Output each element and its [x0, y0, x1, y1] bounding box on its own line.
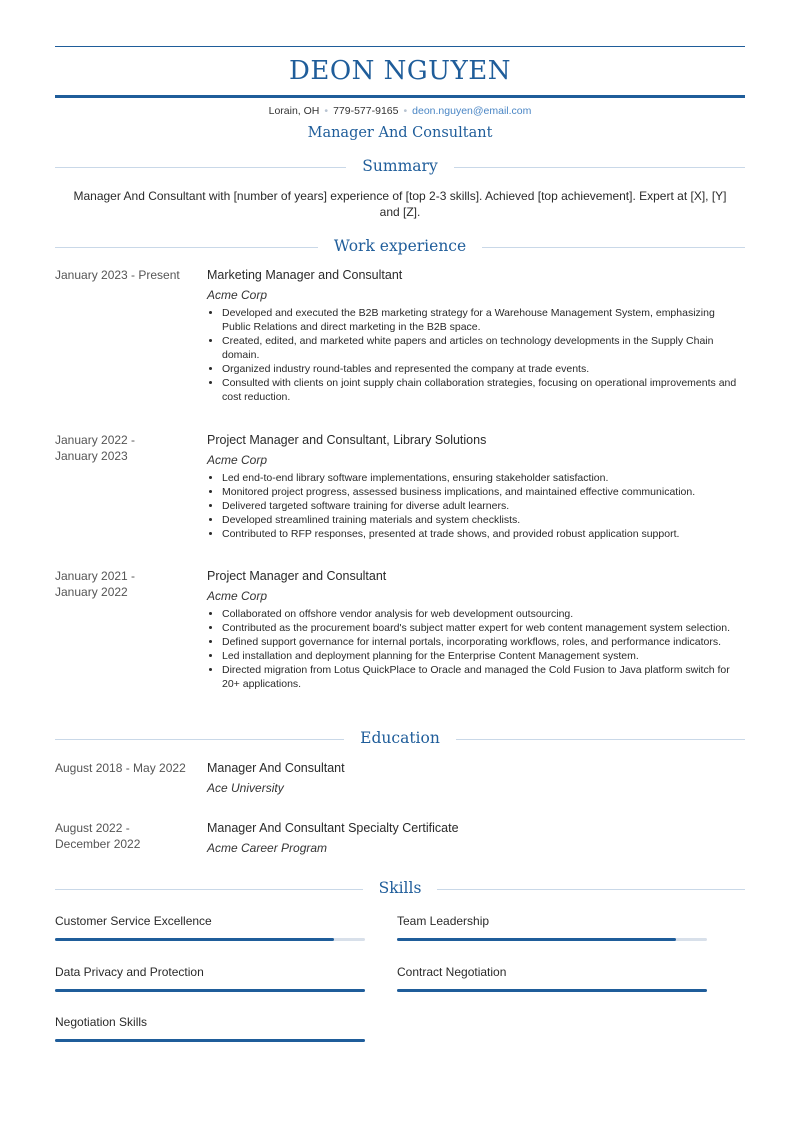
work-section-header	[55, 237, 745, 257]
skill-name: Data Privacy and Protection	[55, 965, 204, 979]
skill-item	[55, 964, 365, 980]
separator-dot: •	[403, 105, 408, 117]
skill-level-fill	[397, 989, 707, 992]
bullet-item: • Created, edited, and marketed white papers and articles on technology developments in the Supply Chain domain.	[222, 334, 745, 362]
skill-name: Team Leadership	[397, 914, 490, 928]
skill-item	[397, 913, 707, 929]
bullet-item: • Collaborated on offshore vendor analysis for web development outsourcing.	[222, 607, 745, 621]
skill-level-track	[397, 989, 707, 992]
bullet-item: • Organized industry round-tables and represented the company at trade events.	[222, 362, 745, 376]
entry-organization: Acme Corp	[207, 453, 268, 467]
bullet-item: • Led end-to-end library software implementations, ensuring stakeholder satisfaction.	[222, 471, 745, 485]
entry-date: January 2023 - Present	[55, 268, 180, 282]
skill-name: Contract Negotiation	[397, 965, 507, 979]
entry-date: January 2022 - January 2023	[55, 433, 136, 463]
entry-role: Project Manager and Consultant	[207, 569, 387, 583]
bullet-item: • Contributed to RFP responses, presented at trade shows, and provided robust application support.	[222, 527, 745, 541]
skill-level-fill	[55, 989, 365, 992]
skill-level-track	[55, 1039, 365, 1042]
top-rule	[55, 46, 745, 47]
bullet-item: • Defined support governance for internal portals, incorporating workflows, roles, and performance indicators.	[222, 635, 745, 649]
email-link[interactable]: deon.nguyen@email.com	[412, 105, 532, 117]
skill-item	[397, 964, 707, 980]
skill-item	[55, 913, 365, 929]
summary-section-header	[55, 157, 745, 177]
entry-institution: Acme Career Program	[207, 841, 328, 855]
entry-organization: Acme Corp	[207, 589, 268, 603]
skill-level-track	[55, 989, 365, 992]
entry-bullets	[207, 306, 745, 404]
entry-degree: Manager And Consultant	[207, 761, 345, 775]
education-section-header	[55, 729, 745, 749]
bullet-item: • Consulted with clients on joint supply chain collaboration strategies, focusing on operational improvements and cost reduction.	[222, 376, 745, 404]
separator-dot: •	[324, 105, 329, 117]
section-title-education: Education	[344, 729, 456, 747]
bullet-item: • Contributed as the procurement board's subject matter expert for web content management system selection.	[222, 621, 745, 635]
skill-item	[55, 1014, 365, 1030]
entry-role: Project Manager and Consultant, Library Solutions	[207, 433, 487, 447]
section-title-work: Work experience	[318, 237, 482, 255]
candidate-name: DEON NGUYEN	[289, 56, 511, 86]
entry-role: Marketing Manager and Consultant	[207, 268, 403, 282]
bullet-item: • Developed streamlined training materials and system checklists.	[222, 513, 745, 527]
summary-text: Manager And Consultant with [number of years] experience of [top 2-3 skills]. Achieved [top achievement]. Expert at [X], [Y] and [Z].	[73, 189, 727, 219]
entry-organization: Acme Corp	[207, 288, 268, 302]
entry-bullets	[207, 607, 745, 691]
entry-date: January 2021 - January 2022	[55, 569, 136, 599]
skill-level-fill	[397, 938, 676, 941]
job-headline: Manager And Consultant	[307, 125, 493, 141]
bullet-item: • Directed migration from Lotus QuickPlace to Oracle and managed the Cold Fusion to Java platform switch for 20+ applications.	[222, 663, 745, 691]
bullet-item: • Monitored project progress, assessed business implications, and maintained effective communication.	[222, 485, 745, 499]
location: Lorain, OH	[268, 105, 320, 117]
entry-date: August 2018 - May 2022	[55, 761, 186, 775]
section-title-skills: Skills	[363, 879, 438, 897]
skill-name: Negotiation Skills	[55, 1015, 148, 1029]
skill-level-fill	[55, 1039, 365, 1042]
bullet-item: • Led installation and deployment planning for the Enterprise Content Management system.	[222, 649, 745, 663]
skill-level-track	[55, 938, 365, 941]
skill-level-fill	[55, 938, 334, 941]
section-title-summary: Summary	[346, 157, 453, 175]
name-rule	[55, 95, 745, 98]
phone: 779-577-9165	[333, 105, 399, 117]
skills-section-header	[55, 879, 745, 899]
entry-degree: Manager And Consultant Specialty Certificate	[207, 821, 459, 835]
entry-institution: Ace University	[207, 781, 284, 795]
skill-name: Customer Service Excellence	[55, 914, 212, 928]
skill-level-track	[397, 938, 707, 941]
bullet-item: • Delivered targeted software training for diverse adult learners.	[222, 499, 745, 513]
entry-bullets	[207, 471, 745, 541]
contact-line	[0, 105, 800, 117]
bullet-item: • Developed and executed the B2B marketing strategy for a Warehouse Management System, emphasizing Public Relations and direct marketing in the B2B space.	[222, 306, 745, 334]
entry-date: August 2022 - December 2022	[55, 821, 141, 851]
